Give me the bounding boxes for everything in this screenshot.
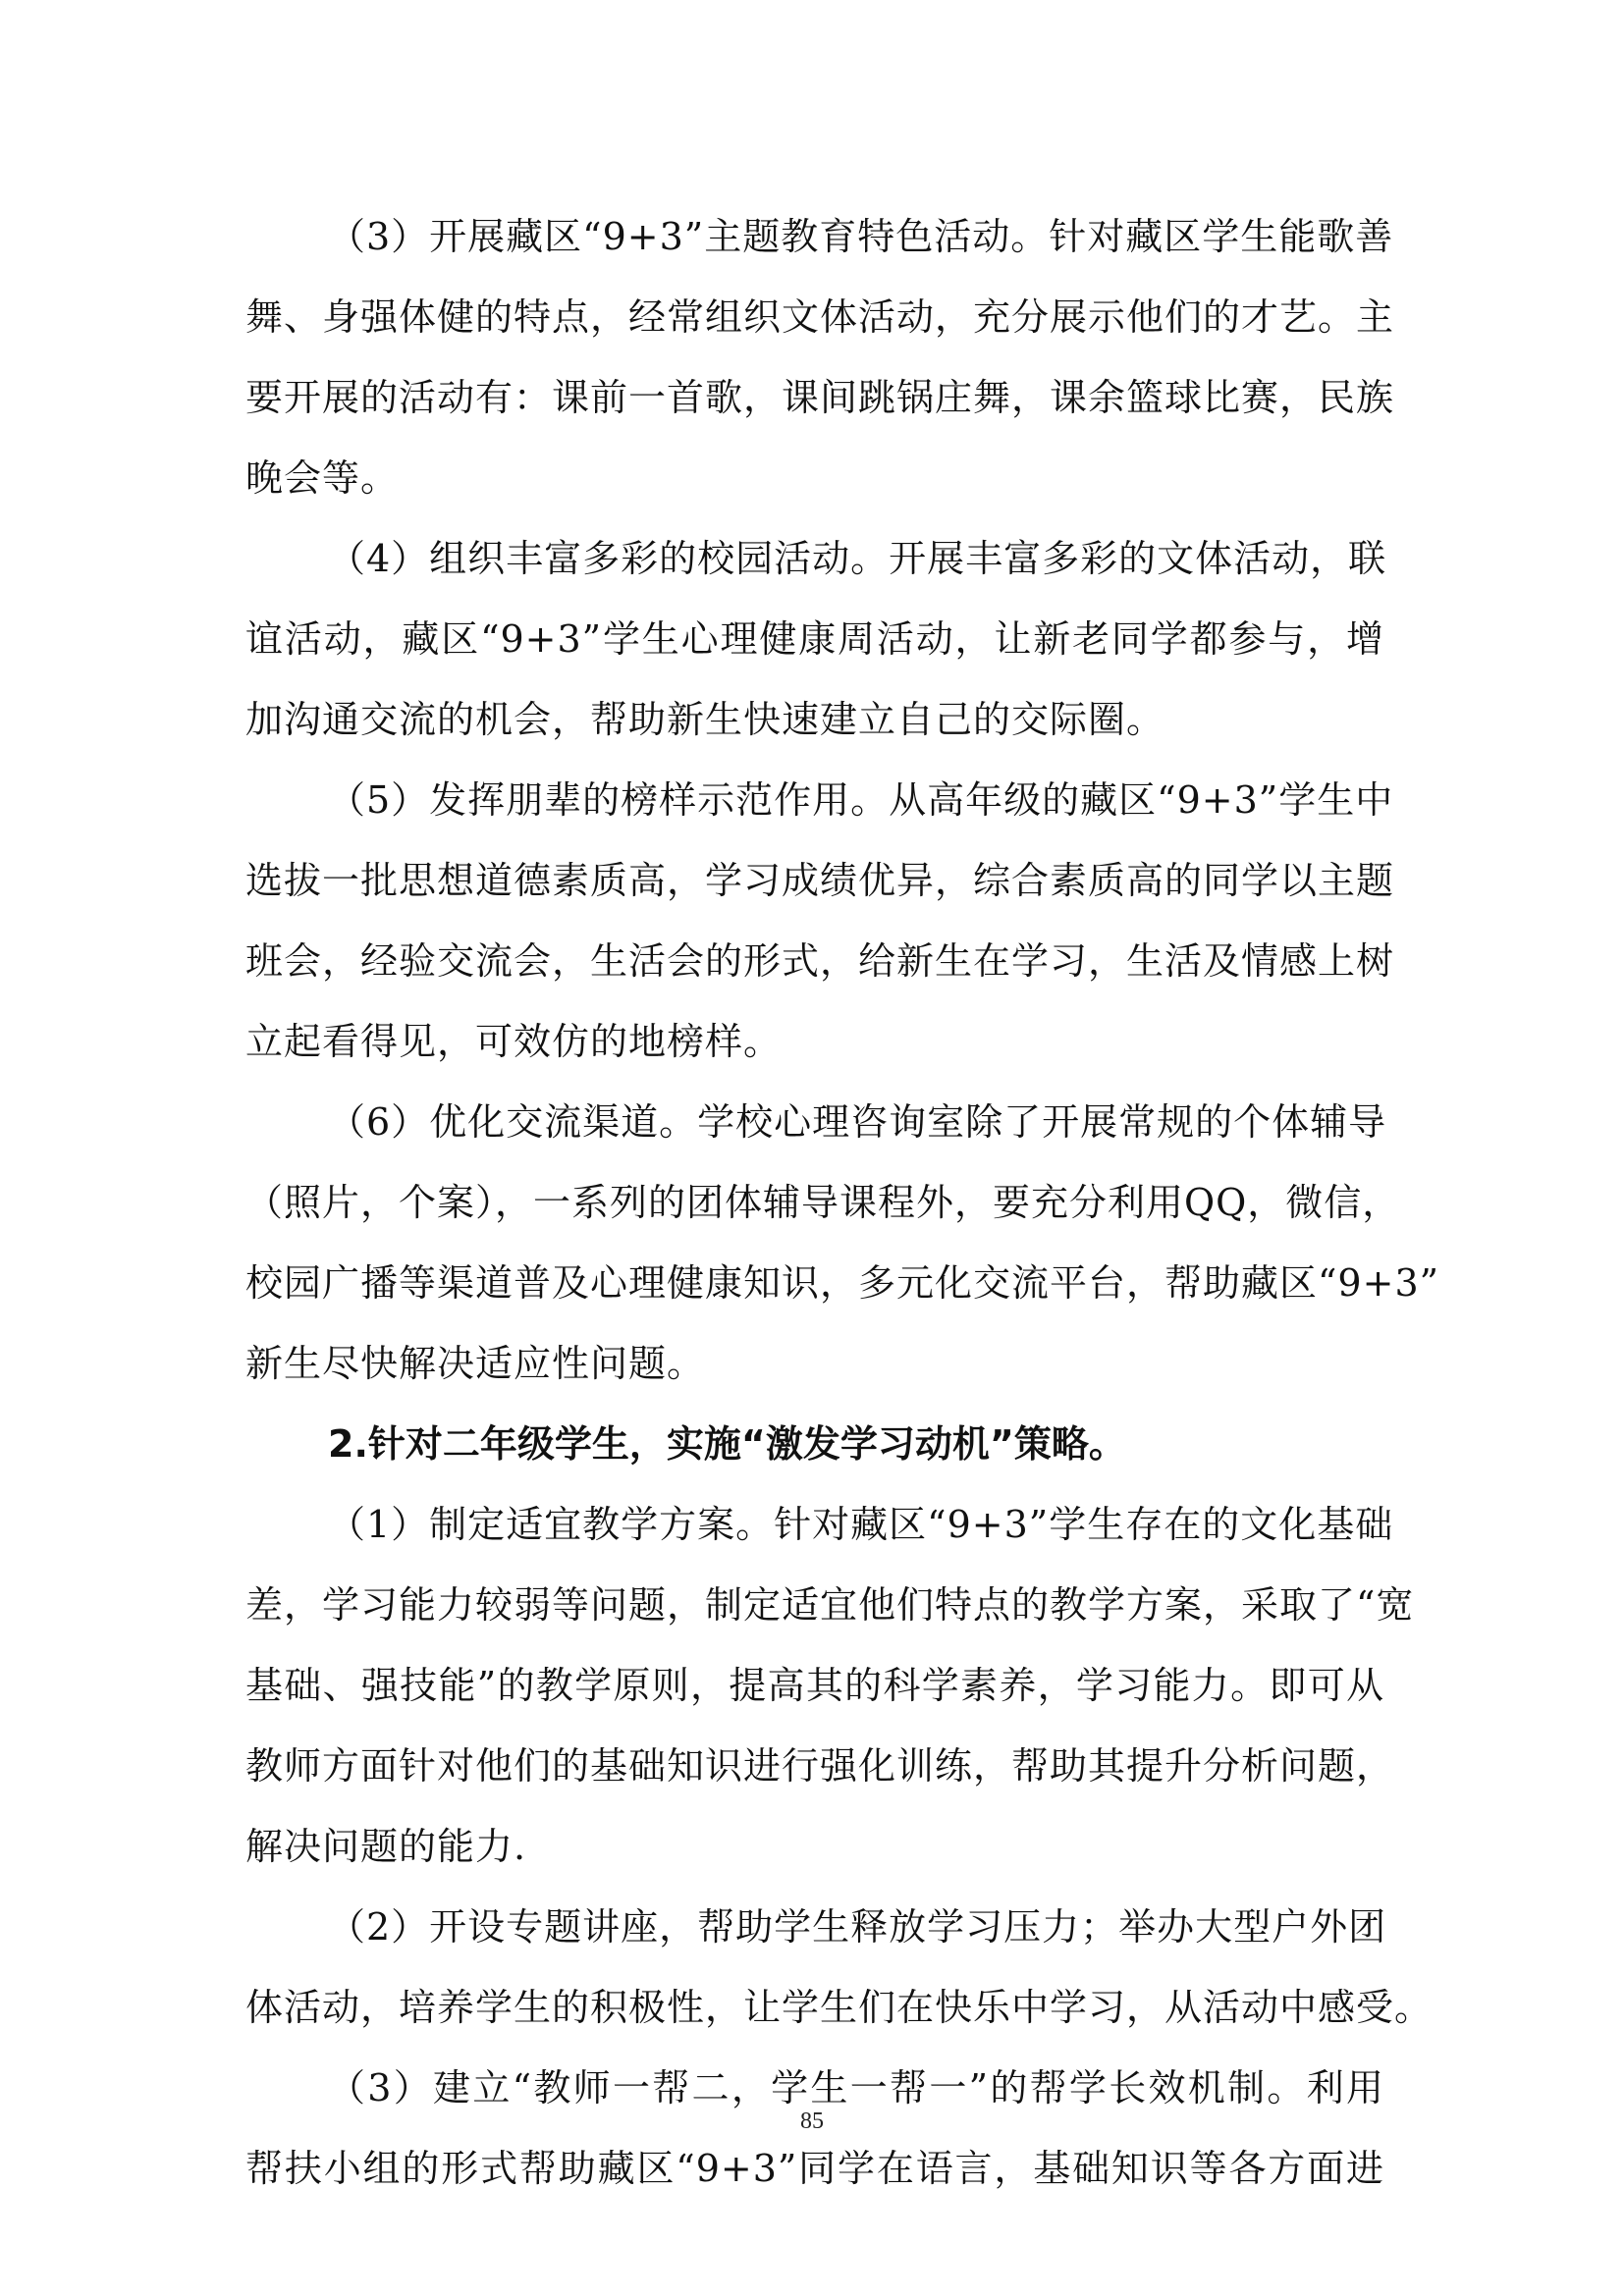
document-body: [245, 196, 1440, 2209]
paragraph-line: 差，学习能力较弱等问题，制定适宜他们特点的教学方案，采取了“宽: [245, 1583, 1415, 1627]
body-paragraph: [245, 1887, 1434, 2048]
paragraph-line: （1）制定适宜教学方案。针对藏区“9+3”学生存在的文化基础: [328, 1503, 1394, 1546]
body-paragraph: [245, 1484, 1415, 1887]
section-heading: [245, 1404, 1384, 1484]
paragraph-line: 体活动，培养学生的积极性，让学生们在快乐中学习，从活动中感受。: [245, 1986, 1434, 2029]
body-paragraph: [245, 760, 1395, 1082]
paragraph-line: 谊活动，藏区“9+3”学生心理健康周活动，让新老同学都参与，增: [245, 617, 1384, 661]
paragraph-line: 加沟通交流的机会，帮助新生快速建立自己的交际圈。: [245, 698, 1165, 741]
paragraph-line: 解决问题的能力.: [245, 1825, 527, 1868]
paragraph-line: （4）组织丰富多彩的校园活动。开展丰富多彩的文体活动，联: [328, 537, 1387, 580]
body-paragraph: [245, 1082, 1440, 1404]
paragraph-line: （3）建立“教师一帮二，学生一帮一”的帮学长效机制。利用: [328, 2066, 1384, 2109]
paragraph-line: 要开展的活动有：课前一首歌，课间跳锅庄舞，课余篮球比赛，民族: [245, 376, 1395, 419]
paragraph-line: （6）优化交流渠道。学校心理咨询室除了开展常规的个体辅导: [328, 1100, 1387, 1144]
paragraph-line: （照片，个案），一系列的团体辅导课程外，要充分利用QQ，微信，: [245, 1181, 1401, 1224]
paragraph-line: 立起看得见，可效仿的地榜样。: [245, 1020, 783, 1063]
paragraph-line: （3）开展藏区“9+3”主题教育特色活动。针对藏区学生能歌善: [328, 215, 1394, 258]
paragraph-line: （5）发挥朋辈的榜样示范作用。从高年级的藏区“9+3”学生中: [328, 778, 1394, 822]
page-number: 85: [800, 2109, 824, 2134]
paragraph-line: 基础、强技能”的教学原则，提高其的科学素养，学习能力。即可从: [245, 1664, 1384, 1707]
paragraph-line: 晚会等。: [245, 456, 400, 500]
paragraph-line: 班会，经验交流会，生活会的形式，给新生在学习，生活及情感上树: [245, 939, 1395, 983]
paragraph-line: 选拔一批思想道德素质高，学习成绩优异，综合素质高的同学以主题: [245, 859, 1395, 902]
paragraph-line: 校园广播等渠道普及心理健康知识，多元化交流平台，帮助藏区“9+3”: [245, 1261, 1440, 1305]
body-paragraph: [245, 196, 1395, 518]
paragraph-line: 教师方面针对他们的基础知识进行强化训练，帮助其提升分析问题，: [245, 1744, 1395, 1788]
paragraph-line: （2）开设专题讲座，帮助学生释放学习压力；举办大型户外团: [328, 1905, 1387, 1949]
heading-text: 2.针对二年级学生，实施“激发学习动机”策略。: [328, 1422, 1126, 1466]
body-paragraph: [245, 518, 1387, 760]
paragraph-line: 新生尽快解决适应性问题。: [245, 1342, 706, 1385]
paragraph-line: 舞、身强体健的特点，经常组织文体活动，充分展示他们的才艺。主: [245, 295, 1395, 339]
paragraph-line: 帮扶小组的形式帮助藏区“9+3”同学在语言，基础知识等各方面进: [245, 2147, 1384, 2190]
